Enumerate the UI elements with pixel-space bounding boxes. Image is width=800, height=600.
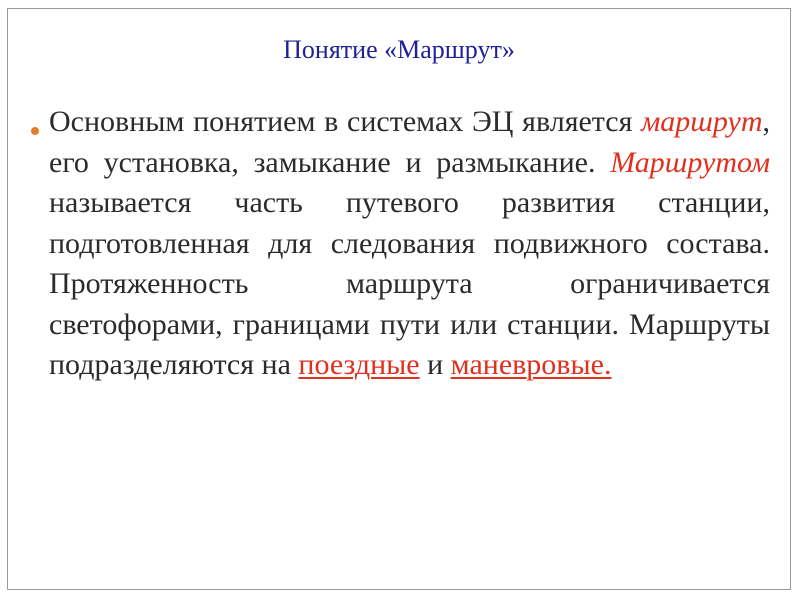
term-route-definition: Маршрутом (610, 145, 770, 179)
link-train-routes[interactable]: поездные (298, 348, 420, 381)
text-segment-2: , его установка, замыкание и размыкание. (49, 105, 770, 179)
text-segment-4: и (419, 348, 451, 381)
slide (7, 8, 791, 590)
body-paragraph (49, 102, 770, 386)
text-segment-3: называется часть путевого развития станции, подготовленная для следования подвижного состава. Протяженность маршрута ограничивается светофорами, границами пути или станции. Маршруты подразделяются на (49, 186, 770, 381)
text-segment-1: Основным понятием в системах ЭЦ является (49, 105, 642, 138)
term-route: маршрут (641, 105, 763, 138)
slide-title: Понятие «Маршрут» (283, 35, 515, 64)
link-shunting-routes[interactable]: маневровые. (450, 348, 612, 381)
bullet-icon (31, 127, 39, 135)
